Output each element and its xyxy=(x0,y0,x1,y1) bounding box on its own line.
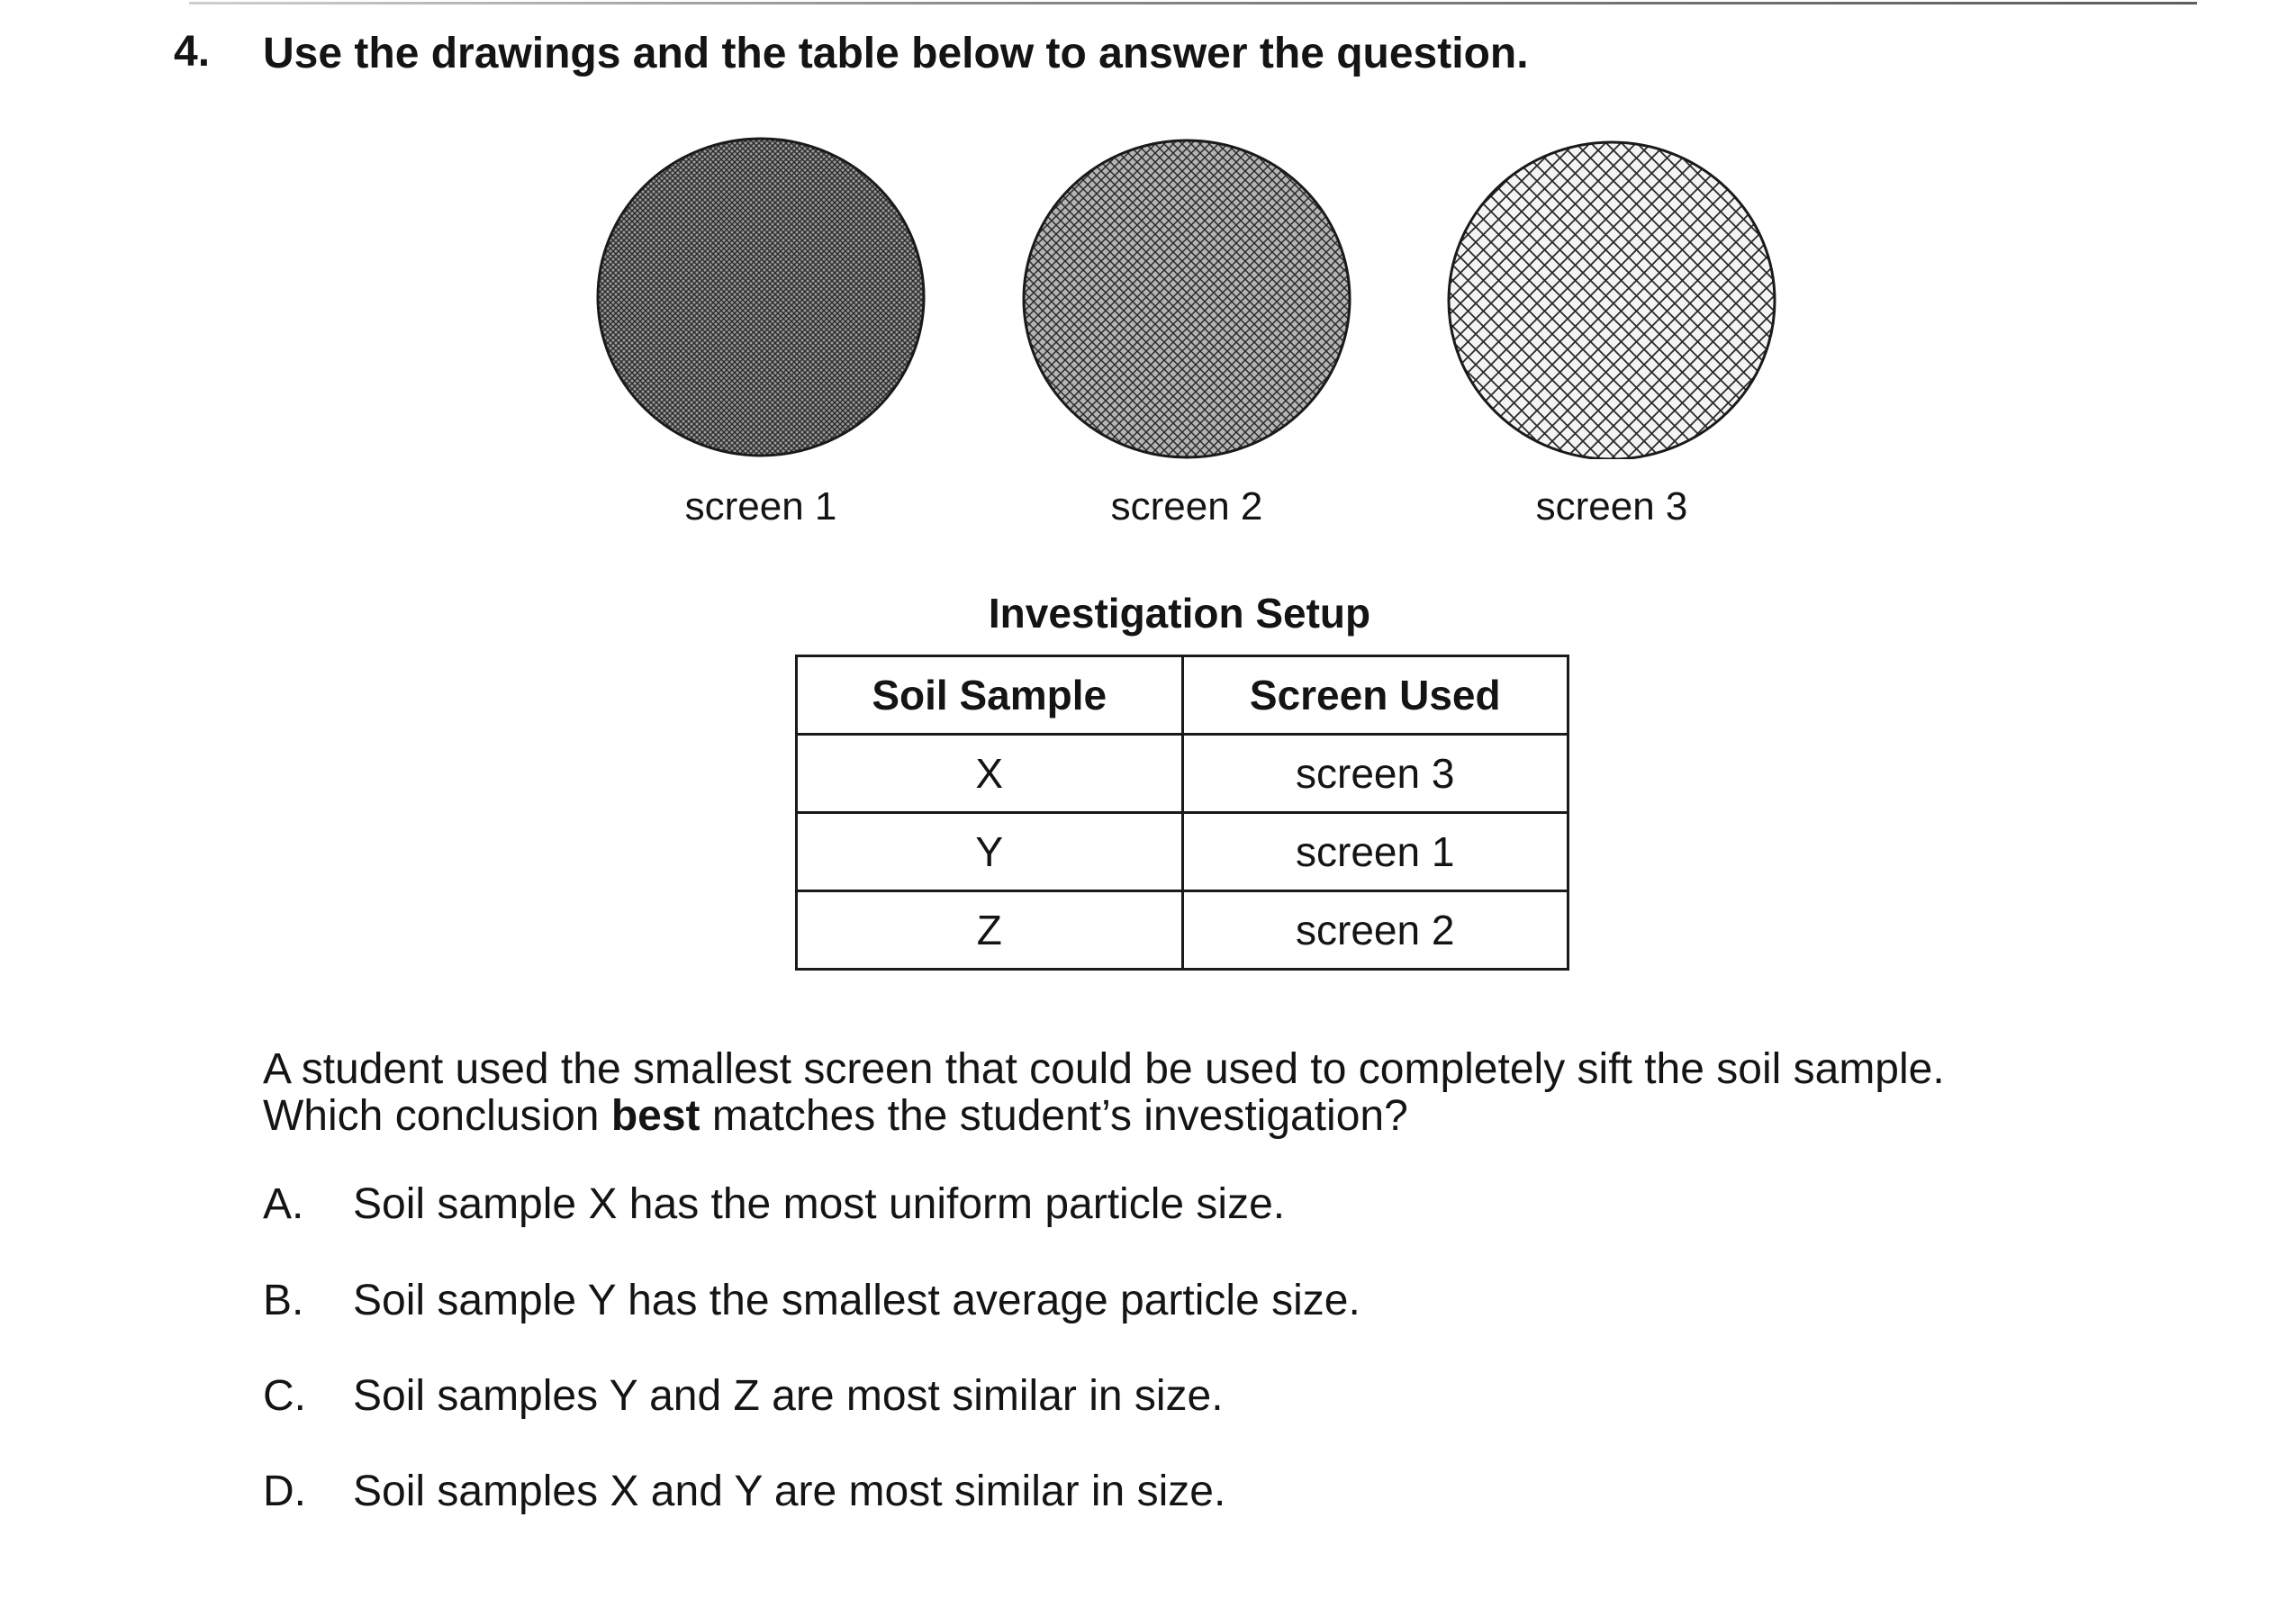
option-text: Soil samples X and Y are most similar in size. xyxy=(353,1468,1226,1515)
column-header-screen-used: Screen Used xyxy=(1182,656,1568,735)
stem-emphasis: best xyxy=(610,1092,701,1140)
screen-2-drawing xyxy=(1016,135,1358,459)
question-number: 4. xyxy=(174,28,211,76)
table-caption: Investigation Setup xyxy=(988,590,1371,637)
option-letter: C. xyxy=(263,1372,306,1420)
screen-2-label: screen 2 xyxy=(1110,484,1263,528)
answer-option-d[interactable] xyxy=(263,1467,1225,1516)
page-top-rule xyxy=(189,2,2197,5)
column-header-soil-sample: Soil Sample xyxy=(797,656,1183,735)
screen-3-label: screen 3 xyxy=(1535,484,1688,528)
investigation-setup-table xyxy=(795,655,1569,971)
answer-option-a[interactable] xyxy=(263,1179,1285,1229)
table-cell-soil-sample: Y xyxy=(797,813,1183,891)
option-text: Soil sample X has the most uniform particle size. xyxy=(353,1180,1286,1228)
screen-3-drawing xyxy=(1441,135,1783,459)
question-stem xyxy=(263,1046,2109,1140)
stem-line-1: A student used the smallest screen that could be used to completely sift the soil sample. xyxy=(263,1045,1945,1093)
table-cell-screen-used: screen 3 xyxy=(1182,735,1568,813)
option-letter: A. xyxy=(263,1180,304,1228)
screen-1-drawing xyxy=(590,135,932,459)
question-prompt: Use the drawings and the table below to answer the question. xyxy=(263,30,1529,77)
option-letter: B. xyxy=(263,1277,304,1324)
stem-line-2-end: matches the student’s investigation? xyxy=(700,1092,1408,1140)
screen-1-label: screen 1 xyxy=(684,484,837,528)
table-cell-soil-sample: X xyxy=(797,735,1183,813)
stem-line-2 xyxy=(263,1093,2109,1140)
answer-option-b[interactable] xyxy=(263,1276,1360,1325)
option-text: Soil samples Y and Z are most similar in size. xyxy=(353,1372,1224,1420)
table-row xyxy=(797,813,1568,891)
table-header-row xyxy=(797,656,1568,735)
table-cell-screen-used: screen 2 xyxy=(1182,891,1568,970)
table-row xyxy=(797,891,1568,970)
table-row xyxy=(797,735,1568,813)
table-cell-screen-used: screen 1 xyxy=(1182,813,1568,891)
table-cell-soil-sample: Z xyxy=(797,891,1183,970)
option-text: Soil sample Y has the smallest average particle size. xyxy=(353,1277,1360,1324)
stem-line-2-start: Which conclusion xyxy=(263,1092,611,1140)
answer-option-c[interactable] xyxy=(263,1371,1224,1421)
option-letter: D. xyxy=(263,1468,306,1515)
